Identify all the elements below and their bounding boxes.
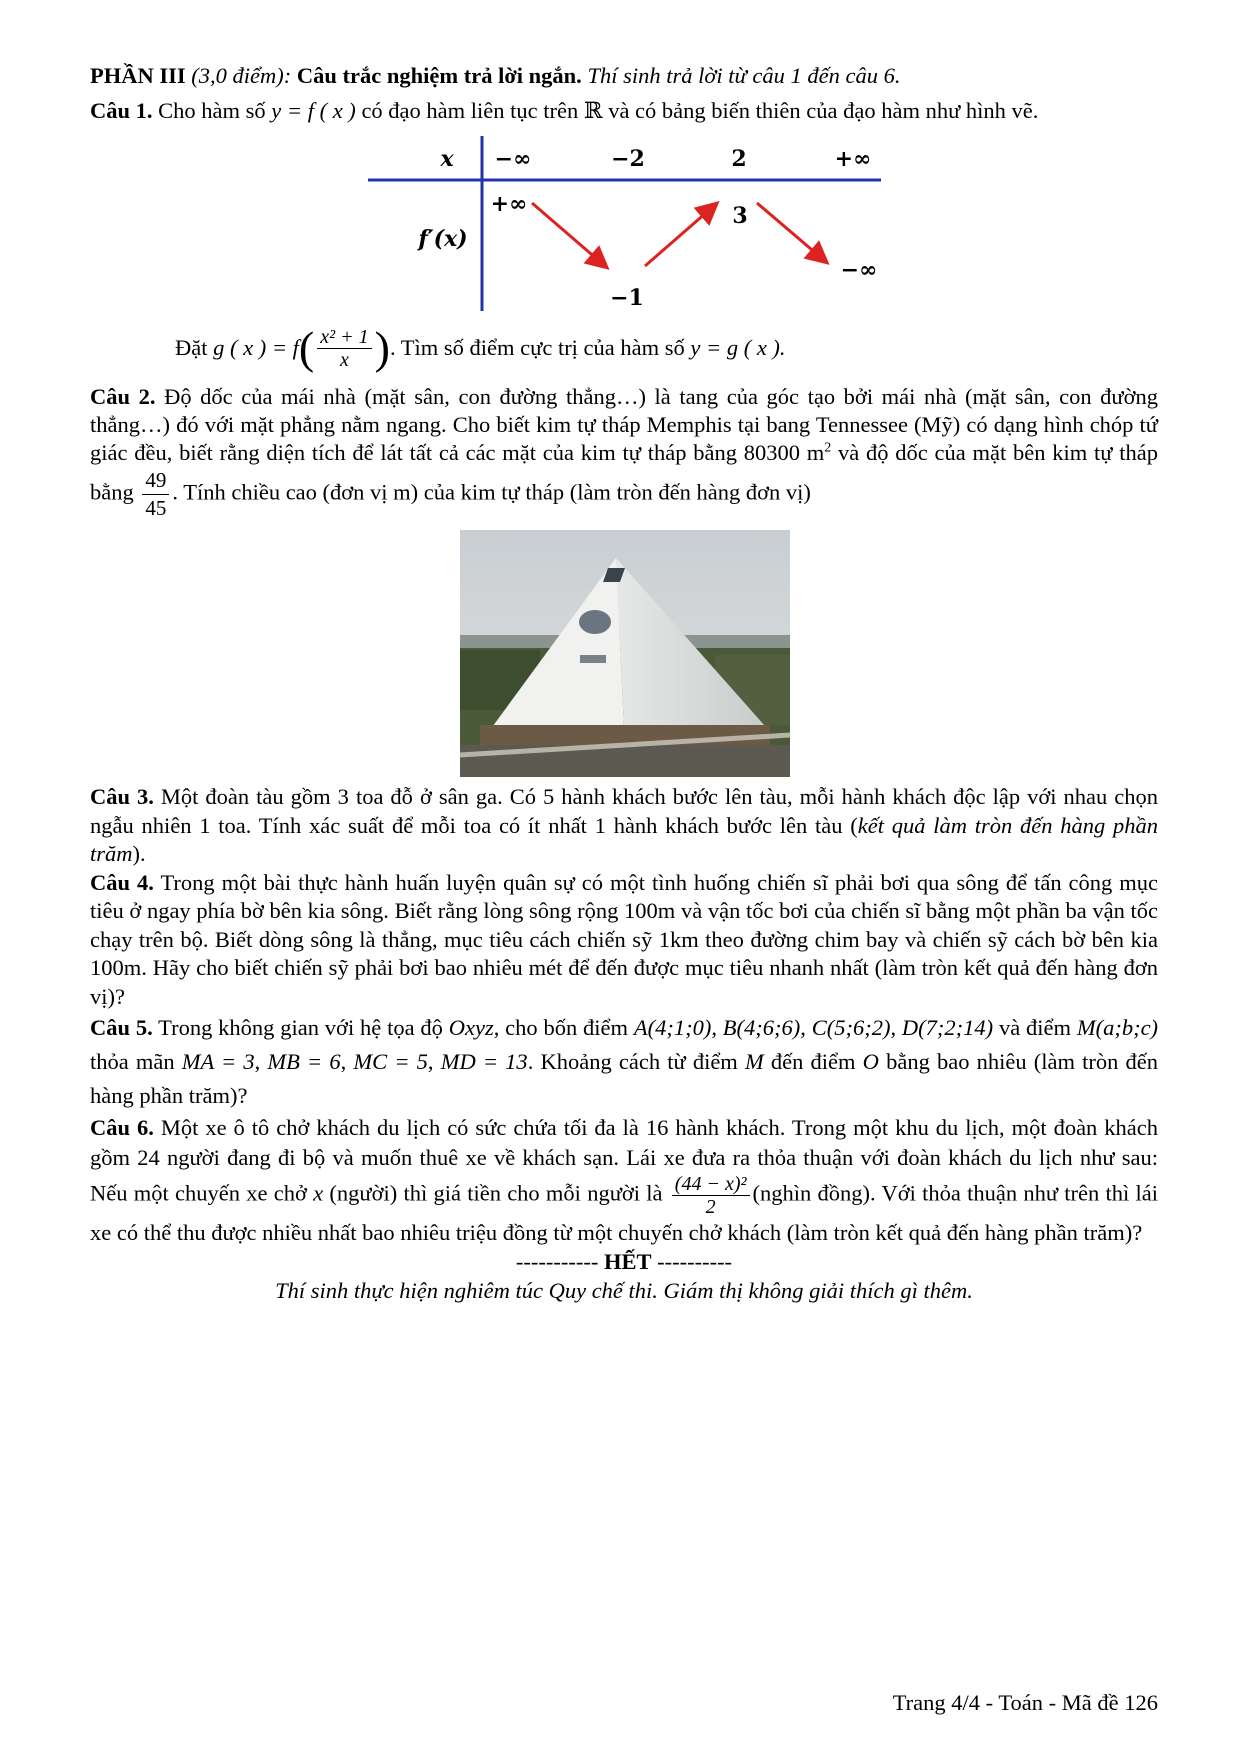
table-f-value: +∞	[490, 191, 528, 217]
table-x-value: +∞	[834, 146, 872, 172]
table-x-value: −2	[611, 146, 645, 172]
page-footer: Trang 4/4 - Toán - Mã đề 126	[892, 1690, 1158, 1715]
question-label: Câu 2.	[90, 384, 156, 409]
question-label: Câu 6.	[90, 1115, 154, 1140]
decrease-arrow	[757, 203, 825, 261]
question-5: Câu 5. Trong không gian với hệ tọa độ Oxyz, cho bốn điểm A(4;1;0), B(4;6;6), C(5;6;2), D(7;2;14) và điểm M(a;b;c) thỏa mãn MA = 3, MB = 6, MC = 5, MD = 13. Khoảng cách từ điểm M đến điểm O bằng bao nhiêu (làm tròn đến hàng phần trăm)?	[90, 1015, 1159, 1108]
part-title: PHẦN III	[90, 63, 186, 88]
question-label: Câu 5.	[90, 1015, 153, 1040]
question-1: Câu 1. Cho hàm số y = f ( x ) có đạo hàm liên tục trên ℝ và có bảng biến thiên của đạo hàm như hình vẽ.	[90, 97, 1039, 123]
pyramid-photo	[460, 530, 790, 777]
part-instruction: Thí sinh trả lời từ câu 1 đến câu 6.	[587, 63, 901, 88]
table-fprime-label: f′(x)	[418, 226, 468, 252]
exam-page	[90, 62, 1158, 1305]
question-label: Câu 1.	[90, 97, 153, 123]
question-label: Câu 3.	[90, 784, 154, 809]
table-x-label: x	[440, 146, 454, 172]
fraction: $\frac{49}{45}$	[142, 467, 169, 522]
increase-arrow	[645, 205, 715, 266]
end-note: Thí sinh thực hiện nghiêm túc Quy chế thi. Giám thị không giải thích gì thêm.	[275, 1277, 973, 1303]
question-6: Câu 6. Một xe ô tô chở khách du lịch có sức chứa tối đa là 16 hành khách. Trong một khu du lịch, một đoàn khách gồm 24 người đang đi bộ và muốn thuê xe về khách sạn. Lái xe đưa ra thỏa thuận với đoàn khách du lịch như sau: Nếu một chuyến xe chở x (người) thì giá tiền cho mỗi người là $\frac{\text{(44 − x)²}}{2}$ (nghìn đồng). Với thỏa thuận như trên thì lái xe có thể thu được nhiều nhất bao nhiêu triệu đồng từ một chuyến chở khách (làm tròn kết quả đến hàng phần trăm)?	[90, 1115, 1159, 1245]
question-label: Câu 4.	[90, 869, 154, 895]
table-f-value: −∞	[840, 257, 878, 283]
part-points: (3,0 điểm):	[191, 63, 292, 88]
question-4: Câu 4. Trong một bài thực hành huấn luyện quân sự có một tình huống chiến sĩ phải bơi qua sông để tấn công mục tiêu ở ngay phía bờ bên kia sông. Biết rằng lòng sông rộng 100m và vận tốc bơi của chiến sĩ bằng một phần ba vận tốc chạy trên bộ. Biết dòng sông là thẳng, mục tiêu cách chiến sỹ 1km theo đường chim bay và chiến sỹ cách bờ bên kia 100m. Hãy cho biết chiến sỹ phải bơi bao nhiêu mét để đến được mục tiêu nhanh nhất (làm tròn kết quả đến hàng đơn vị)?	[90, 869, 1159, 1009]
variation-table	[365, 133, 885, 313]
table-x-value: −∞	[494, 146, 532, 172]
table-f-value: −1	[610, 285, 644, 311]
part-type: Câu trắc nghiệm trả lời ngắn.	[296, 63, 582, 88]
fraction: $\frac{\text{x² + 1}}{x}$	[317, 326, 371, 371]
table-x-value: 2	[731, 146, 747, 172]
fraction: $\frac{\text{(44 − x)²}}{2}$	[672, 1173, 750, 1218]
question-1-task: Đặt g ( x ) = f ( $\frac{\text{x² + 1}}{x}$ ) . Tìm số điểm cực trị của hàm số y = g ( x ).	[175, 322, 786, 373]
section-header	[90, 62, 1158, 91]
question-3: Câu 3. Một đoàn tàu gồm 3 toa đỗ ở sân ga. Có 5 hành khách bước lên tàu, mỗi hành khách độc lập với nhau chọn ngẫu nhiên 1 toa. Tính xác suất để mỗi toa có ít nhất 1 hành khách bước lên tàu (kết quả làm tròn đến hàng phần trăm).	[90, 784, 1159, 866]
end-marker: ----------- HẾT ----------	[515, 1249, 733, 1274]
question-2: Câu 2. Độ dốc của mái nhà (mặt sân, con đường thẳng…) là tang của góc tạo bởi mái nhà (mặt sân, con đường thẳng…) đó với mặt phẳng nằm ngang. Cho biết kim tự tháp Memphis tại bang Tennessee (Mỹ) có dạng hình chóp tứ giác đều, biết rằng diện tích để lát tất cả các mặt của kim tự tháp bằng 80300 $m^2$ và độ dốc của mặt bên kim tự tháp bằng $\frac{49}{45}$ . Tính chiều cao (đơn vị m) của kim tự tháp (làm tròn đến hàng đơn vị)	[90, 384, 1159, 520]
decrease-arrow	[532, 203, 605, 266]
pyramid-image	[460, 530, 790, 777]
table-f-value: 3	[732, 203, 748, 229]
